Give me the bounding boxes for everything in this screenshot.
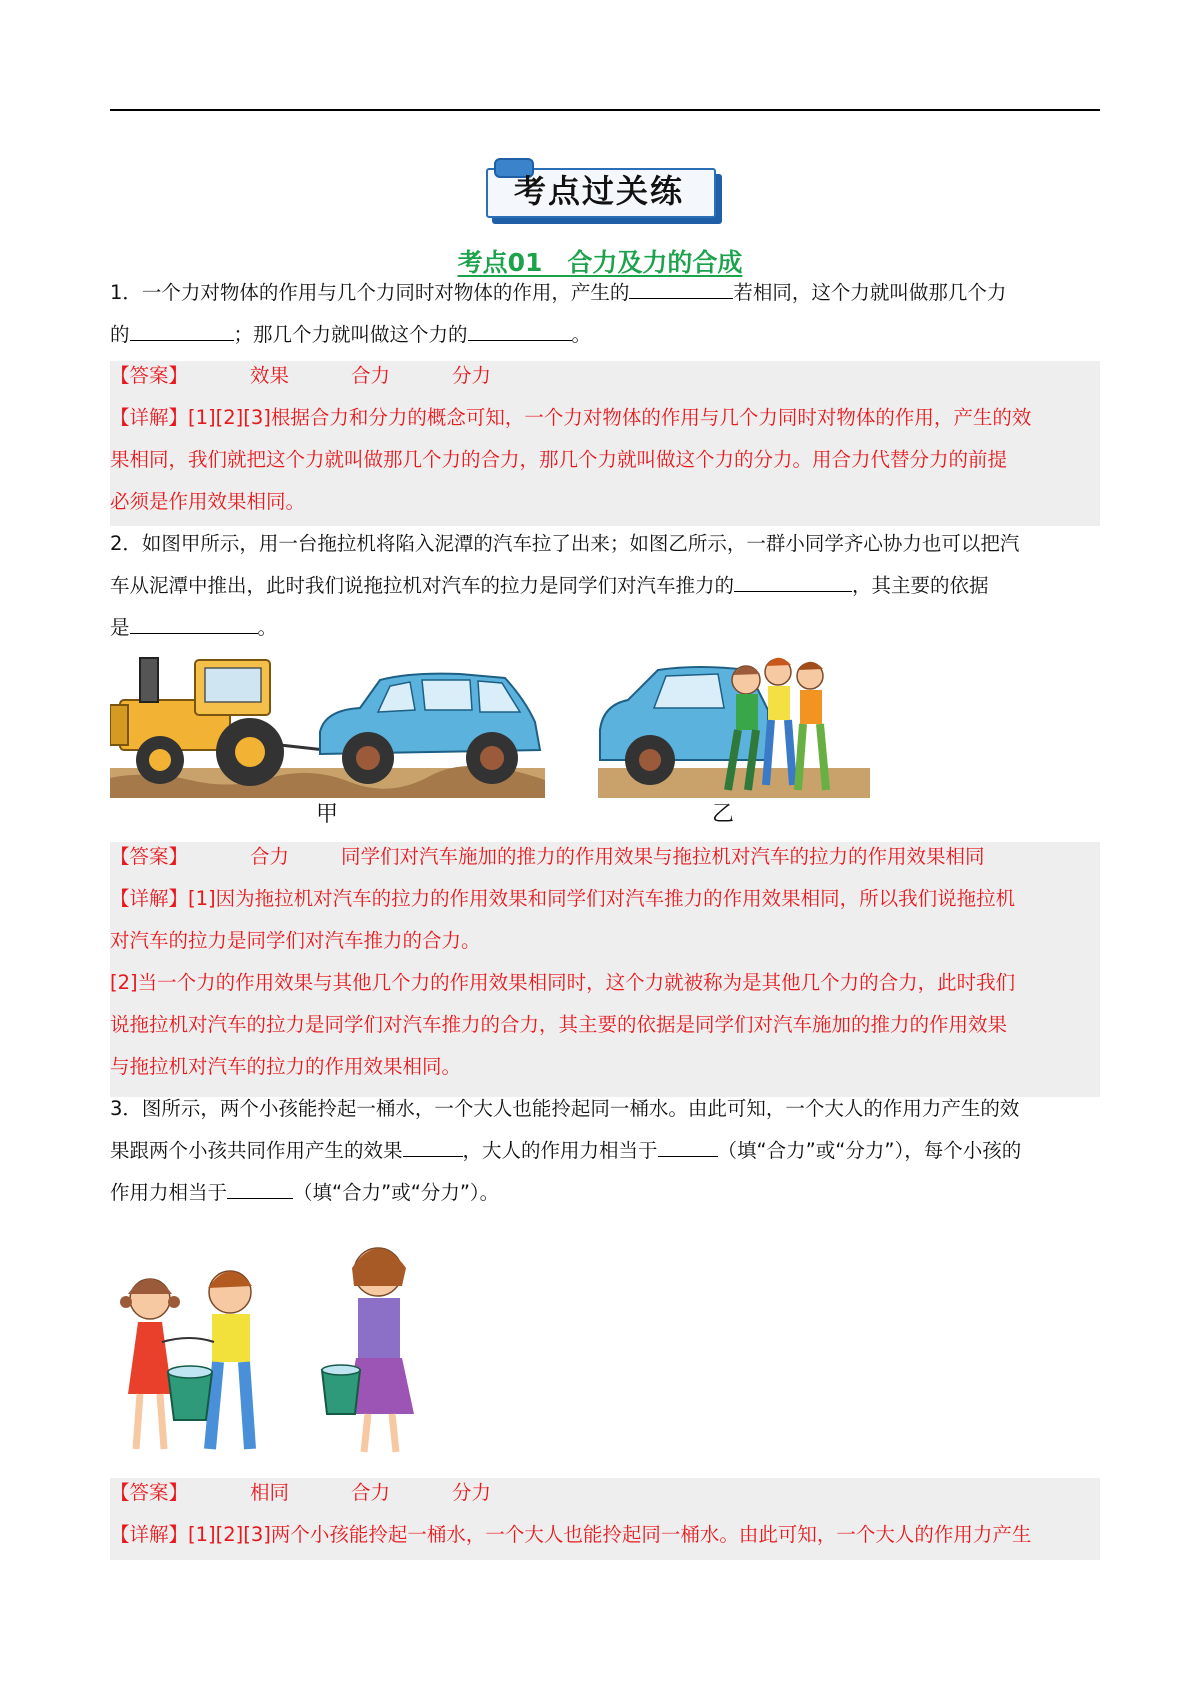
q3-line-2 — [110, 1130, 1100, 1172]
q1-text: 的 — [110, 323, 130, 346]
q2-text: 是 — [110, 616, 130, 639]
answer-tag: 【答案】 — [110, 1481, 189, 1504]
q1-answer-2: 合力 — [351, 364, 391, 387]
caption-yi: 乙 — [712, 802, 735, 827]
q2-detail-line-4: 说拖拉机对汽车的拉力是同学们对汽车推力的合力，其主要的依据是同学们对汽车施加的推力的作用效果 — [110, 1013, 1008, 1036]
banner-title: 考点过关练 — [513, 172, 684, 210]
header-rule — [110, 109, 1100, 111]
detail-tag: 【详解】 — [110, 406, 189, 429]
q3-blank-1[interactable] — [403, 1134, 463, 1157]
section-banner — [480, 158, 724, 222]
tow-rope — [280, 745, 325, 750]
q2-blank-2[interactable] — [130, 611, 258, 634]
q1-blank-3[interactable] — [468, 318, 572, 341]
detail-tag: 【详解】 — [110, 1523, 189, 1546]
q2-detail-line-3: [2]当一个力的作用效果与其他几个力的作用效果相同时，这个力就被称为是其他几个力的合力，此时我们 — [110, 971, 1016, 994]
answer-tag: 【答案】 — [110, 364, 189, 387]
q2-line-1: 2．如图甲所示，用一台拖拉机将陷入泥潭的汽车拉了出来；如图乙所示，一群小同学齐心协力也可以把汽 — [110, 532, 1020, 555]
q2-answer-2: 同学们对汽车施加的推力的作用效果与拖拉机对汽车的拉力的作用效果相同 — [341, 845, 985, 868]
q2-answer-line — [110, 836, 1100, 878]
q1-text: ；那几个力就叫做这个力的 — [233, 323, 468, 346]
q1-detail-line-3: 必须是作用效果相同。 — [110, 490, 306, 513]
detail-tag: 【详解】 — [110, 887, 189, 910]
q3-line-1: 3．图所示，两个小孩能拎起一桶水，一个大人也能拎起同一桶水。由此可知，一个大人的作用力产生的效 — [110, 1097, 1020, 1120]
caption-jia: 甲 — [316, 802, 339, 827]
q1-text: 。 — [571, 323, 592, 346]
tractor-pulling-car-illustration — [110, 650, 545, 798]
q3-blank-3[interactable] — [227, 1176, 293, 1199]
section-title: 考点01 合力及力的合成 — [457, 248, 743, 277]
q3-answer-2: 合力 — [351, 1481, 391, 1504]
q2-line-3 — [110, 607, 1100, 649]
q3-text: （填“合力”或“分力”）。 — [293, 1181, 500, 1204]
q2-answer-1: 合力 — [250, 845, 290, 868]
tractor — [110, 658, 284, 786]
q3-answer-3: 分力 — [452, 1481, 492, 1504]
q2-detail-line-1 — [110, 878, 1100, 920]
girl-child — [120, 1279, 180, 1449]
q3-line-3 — [110, 1172, 1100, 1214]
q1-answer-1: 效果 — [250, 364, 290, 387]
q2-detail-text: [1]因为拖拉机对汽车的拉力的作用效果和同学们对汽车推力的作用效果相同，所以我们说拖拉机 — [188, 887, 1016, 910]
q1-blank-2[interactable] — [130, 318, 234, 341]
q2-blank-1[interactable] — [734, 569, 852, 592]
q1-line-2 — [110, 314, 1100, 356]
stuck-car — [320, 674, 540, 784]
q3-text: （填“合力”或“分力”），每个小孩的 — [717, 1139, 1022, 1162]
q1-detail-line-2: 果相同，我们就把这个力就叫做那几个力的合力，那几个力就叫做这个力的分力。用合力代替分力的前提 — [110, 448, 1008, 471]
q1-line-1 — [110, 272, 1100, 314]
q3-text: 果跟两个小孩共同作用产生的效果 — [110, 1139, 403, 1162]
q3-detail-line-1 — [110, 1514, 1100, 1556]
q1-answer-3: 分力 — [452, 364, 492, 387]
q2-text: 。 — [257, 616, 278, 639]
adult-woman — [346, 1248, 414, 1452]
q1-text: 若相同，这个力就叫做那几个力 — [733, 281, 1007, 304]
q3-blank-2[interactable] — [658, 1134, 718, 1157]
q2-line-2 — [110, 565, 1100, 607]
children-pushing-car-illustration — [598, 650, 870, 798]
q1-answer-line — [110, 355, 1100, 397]
kids-bucket — [162, 1338, 214, 1420]
q2-text: 车从泥潭中推出，此时我们说拖拉机对汽车的拉力是同学们对汽车推力的 — [110, 574, 735, 597]
q2-text: ，其主要的依据 — [852, 574, 989, 597]
q2-detail-line-2: 对汽车的拉力是同学们对汽车推力的合力。 — [110, 929, 481, 952]
adult-bucket — [322, 1365, 360, 1414]
q3-answer-1: 相同 — [250, 1481, 290, 1504]
q1-blank-1[interactable] — [629, 276, 733, 299]
q1-text: 1．一个力对物体的作用与几个力同时对物体的作用，产生的 — [110, 281, 630, 304]
q3-text: 作用力相当于 — [110, 1181, 228, 1204]
q1-detail-text: [1][2][3]根据合力和分力的概念可知，一个力对物体的作用与几个力同时对物体的作用，产生的效 — [188, 406, 1032, 429]
q3-answer-line — [110, 1472, 1100, 1514]
q3-detail-text: [1][2][3]两个小孩能拎起一桶水，一个大人也能拎起同一桶水。由此可知，一个大人的作用力产生 — [188, 1523, 1032, 1546]
answer-tag: 【答案】 — [110, 845, 189, 868]
q3-text: ，大人的作用力相当于 — [462, 1139, 658, 1162]
q2-detail-line-5: 与拖拉机对汽车的拉力的作用效果相同。 — [110, 1055, 462, 1078]
boy-child — [208, 1271, 252, 1449]
q1-detail-line-1 — [110, 397, 1100, 439]
buckets-carrying-illustration — [110, 1224, 480, 1464]
pushing-child-2 — [765, 658, 793, 785]
